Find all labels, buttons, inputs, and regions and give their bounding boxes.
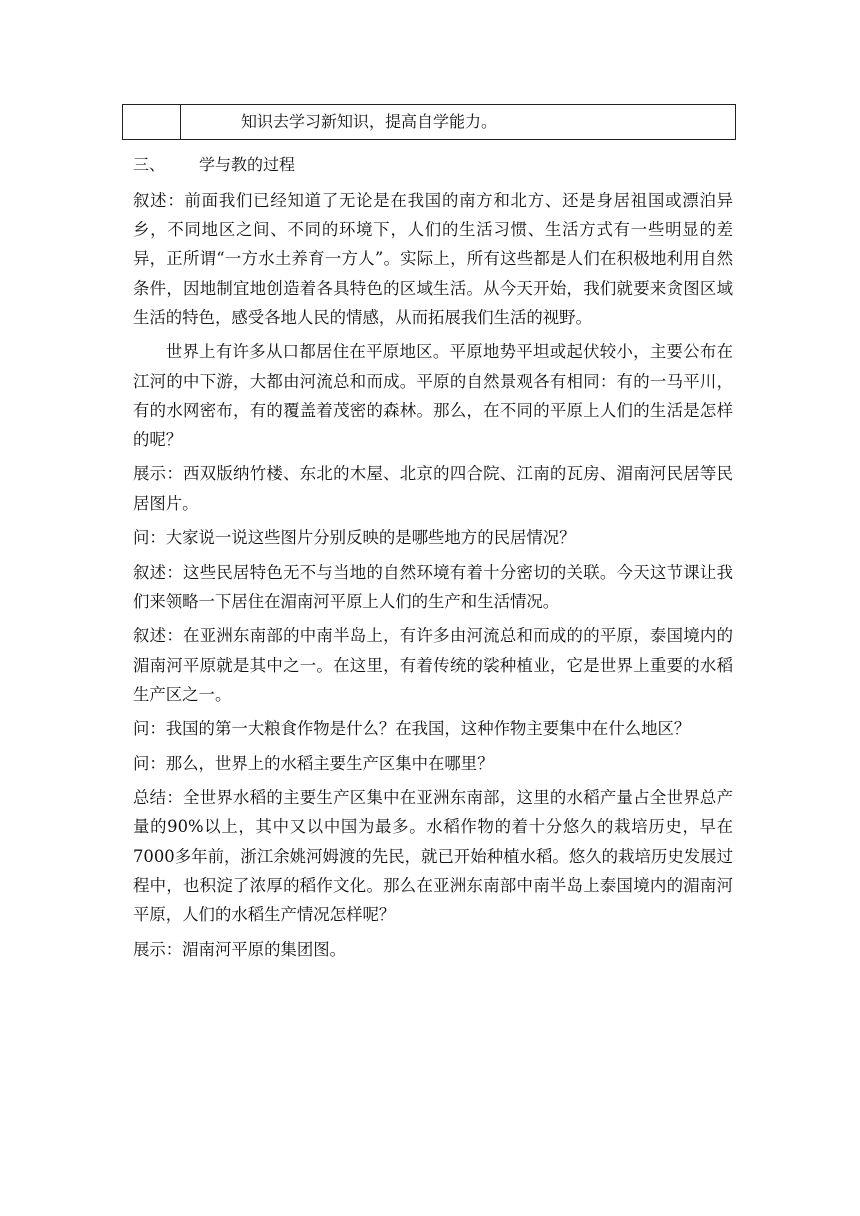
paragraph-narration-lesson: 叙述：这些民居特色无不与当地的自然环境有着十分密切的关联。今天这节课让我们来领略一下居住在湄南河平原上人们的生产和生活情况。 [133,562,733,611]
body-text [133,186,733,969]
paragraph-plains-overview: 世界上有许多从口都居住在平原地区。平原地势平坦或起伏较小，主要公布在江河的中下游，大都由河流总和而成。平原的自然景观各有相同：有的一马平川，有的水网密布，有的覆盖着茂密的森林。那么，在不同的平原上人们的生活是怎样的呢？ [133,342,733,449]
section-title: 学与教的过程 [199,155,296,174]
paragraph-summary: 总结：全世界水稻的主要生产区集中在亚洲东南部，这里的水稻产量占全世界总产量的90%以上，其中又以中国为最多。水稻作物的着十分悠久的栽培历史，早在7000多年前，浙江余姚河姆渡的先民，就已开始种植水稻。悠久的栽培历史发展过程中，也积淀了浓厚的稻作文化。那么在亚洲东南部中南半岛上泰国境内的湄南河平原，人们的水稻生产情况怎样呢？ [133,788,733,925]
paragraph-question-crop: 问：我国的第一大粮食作物是什么？在我国，这种作物主要集中在什么地区？ [133,719,691,739]
section-number: 三、 [133,155,166,174]
table-row [122,104,736,140]
paragraph-question-dwellings: 问：大家说一说这些图片分别反映的是哪些地方的民居情况？ [133,528,576,548]
paragraph-show-dwellings: 展示：西双版纳竹楼、东北的木屋、北京的四合院、江南的瓦房、湄南河民居等民居图片。 [133,464,733,513]
table-cell-text: 知识去学习新知识，提高自学能力。 [241,112,498,131]
paragraph-question-rice: 问：那么，世界上的水稻主要生产区集中在哪里？ [133,753,494,773]
paragraph-show-map: 展示：湄南河平原的集团图。 [133,939,347,959]
table-cell-empty [123,105,181,139]
section-heading [133,152,295,178]
paragraph-narration-menam: 叙述：在亚洲东南部的中南半岛上，有许多由河流总和而成的的平原，泰国境内的湄南河平原就是其中之一。在这里，有着传统的裟种植业，它是世界上重要的水稻生产区之一。 [133,626,733,704]
paragraph-narration-intro: 叙述：前面我们已经知道了无论是在我国的南方和北方、还是身居祖国或漂泊异乡，不同地区之间、不同的环境下，人们的生活习惯、生活方式有一些明显的差异，正所谓“一方水土养育一方人”。实际上，所有这些都是人们在积极地利用自然条件，因地制宜地创造着各具特色的区域生活。从今天开始，我们就要来贪图区域生活的特色，感受各地人民的情感，从而拓展我们生活的视野。 [133,191,733,327]
